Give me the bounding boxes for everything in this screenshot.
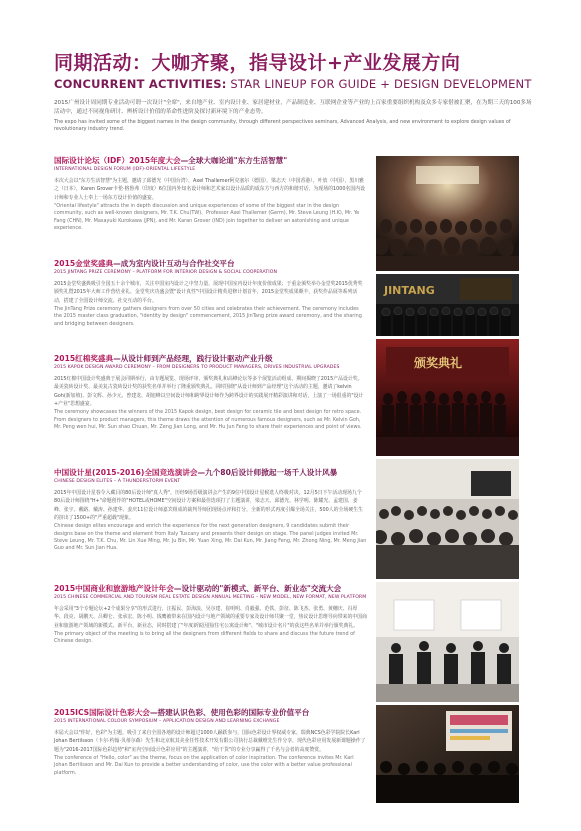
page-title-en-bold: CONCURRENT ACTIVITIES: — [54, 77, 227, 91]
section-title-highlight: 中国设计星(2015-2016)全国竞选演讲会 — [54, 468, 198, 477]
award-stage-photo-icon — [376, 339, 519, 456]
section-title-highlight: 2015ICS国际设计色彩大会 — [54, 708, 150, 717]
section-body-cn: 2015年中国设计星春令入藏目的80后设计师"真人秀"，历经9场晋级演讲会产生的9位中国设计星候选人终极对决，12月5日下午活动现场九个80后设计师围绕"H+"命题创作的"HOTEL或HOME"空间设计方案和最佳选项打了主题演讲，梁志天、邱德光、林学明、陈耀光、孟建国、姜峰、张宇、戴路、戴涛、孙建华、姜庆11位设计师嘉宾组成的裁判导师团现场点评和打分，全新的形式再度引爆全场关注，500人的全场硬生生的挤出了1500+的"严重超载"现象。 — [54, 490, 363, 521]
section-body-en: The conference of "Hello, color" as the theme, focus on the application of color inspiration. The conference invites Mr. Karl Johan Bertilsson and Mr. Dai Kun to provide a better understanding of color, use the color with a better value professional platform. — [54, 754, 354, 776]
crowd-photo-icon — [376, 459, 519, 579]
real-estate-meeting-photo — [376, 582, 519, 702]
section-title — [54, 584, 367, 594]
section-subtitle: 2015 INTERNATIONAL COLOUR SYMPOSIUM – APPLICATION DESIGN AND LEARNING EXCHANGE — [54, 719, 280, 724]
section-title-rest: —搭建认识色彩、使用色彩的国际专业价值平台 — [149, 708, 310, 717]
section-idf-forum — [54, 156, 367, 233]
section-body-en: The JinTang Prize ceremony gathers designers from over 50 cities and celebrates their achievement. The ceremony includes the 2015 master class graduation, "identity by design" commencement, 2015 JinTang prize award ceremony, and the sharing and bridging between designers. — [54, 305, 362, 327]
section-title — [54, 468, 367, 478]
jintang-ceremony-photo — [376, 274, 519, 336]
section-title-rest: —设计驱动的"新模式、新平台、新业态"交流大会 — [173, 584, 342, 593]
intro-text-en: The expo has invited some of the biggest names in the design community, through different perspectives seminars, Advanced Analysis, and new environment to explore design values of revolutionary industry trend. — [54, 119, 511, 132]
section-colour-symposium — [54, 708, 367, 777]
section-subtitle: INTERNATIONAL DESIGN FORUM (IDF)-ORIENTAL LIFESTYLE — [54, 167, 196, 172]
section-title-rest: —从设计师到产品经理，践行设计驱动产业升级 — [113, 354, 273, 363]
section-title — [54, 354, 367, 364]
section-jintang-ceremony — [54, 259, 367, 328]
section-subtitle: 2015 KAPOK DESIGN AWARD CEREMONY – FROM DESIGNERS TO PRODUCT MANAGERS, DRIVES INDUSTRIAL UPGRADES — [54, 365, 340, 370]
section-title — [54, 259, 367, 269]
section-body-cn: 年会采用"3个专题论坛+2个成果分享"的形式进行，汪振民、彭海浪、吴尔建、崔明明、肖毅强、范铁、彭征、陈飞杰、张勇、黄穗庆、冯厚华、段亮、胡鹏天、吕卿仑、张承宏、陈小明、钱鹰被带来在国内设计与地产领域的重要专家及设计师共聚一堂，热议设计思维导向带来的中国商业和旅游地产领域的新模式、新平台、新业态，同时搭建了"年度新锐因围/住宅公寓设计师"、"城市设计名片"的获这些名单并举行颁奖典礼。 — [54, 606, 368, 629]
design-elites-photo — [376, 459, 519, 579]
intro-text-cn: 2015广州设计周同期专业活动可谓一次设计"全席"，来自地产业、室内设计业、家居建材业，产品制造业、互联网企业等产业的上百家重要组织机构及众多专家借被汇聚，在为期三天的100多场活动中，通过不同视角研讨、辨析设计价值的革命性进阶及探讨新环境下的产业态势。 — [54, 100, 532, 115]
section-title-rest: —全球大咖论道"东方生活智慧" — [180, 156, 288, 165]
section-body-cn: 本次大会以"东方生活智慧"为主题，邀请了邱德光（中国台湾），Axel Thallemer阿克塞尔（德国），梁志天（中国香港），叶放（中国），黑川雅之（日本），Karen Grover卡伦·格鲁弗（印度）6位国内外知名设计师和艺术家以设计品质的成东方与西方的和谐对话，为现场的1000名国内设计师和专业人士奉上一场东方设计价值的盛宴。 — [54, 178, 366, 201]
section-subtitle: 2015 CHINESE COMMERCIAL AND TOURISM REAL ESTATE DESIGN ANNUAL MEETING – NEW MODEL, NEW FORMAT, NEW PLATFORM — [54, 595, 367, 600]
stage-photo-icon — [376, 274, 519, 336]
section-body-en: Chinese design elites encourage and enrich the experience for the next generation designers, 9 candidates submit their designs base on the theme and element from Italy Tuscany and presents their design on stage. The panel judges invited Mr. Steve Leung, Mr. T.K. Chu, Mr. Lin Xue Ming, Mr. Ju Bin, Mr. Yuan Xing, Mr. Dai Kun, Mr. Jiang Feng, Mr. Zhong Ning, Mr. Meng Jian Guo and Mr. Sun Jian Hua. — [54, 523, 367, 552]
section-subtitle: 2015 JINTANG PRIZE CEREMONY – PLATFORM FOR INTERIOR DESIGN & SOCIAL COOPERATION — [54, 270, 278, 275]
section-title-rest: —成为室内设计互动与合作社交平台 — [113, 259, 235, 268]
section-design-elites — [54, 468, 367, 553]
section-body-en: The primary object of the meeting is to bring all the designers from different fields to share and discuss the future trend of Chinese design. — [54, 630, 355, 645]
svg-text:颁奖典礼: 颁奖典礼 — [414, 356, 463, 370]
section-title — [54, 708, 367, 718]
kapok-award-photo — [376, 339, 519, 456]
section-real-estate-meeting — [54, 584, 367, 646]
section-body-cn: 2015红棉中国设计奖盛典于展会同期举行，由专题展览、现场评审、颁奖典礼和高峰论坛等多个展览活动组成，期间揭晓了2015产品设计奖。最美瓷砖设计奖、最美复古瓷砖设计奖的获奖名单并举行了隆重颁奖典礼。同时围绕"从设计师到产品经理"这个活动的主题，邀请了kelvin Goh(新加坡)、彭文辉、孙少元、曾建龙、胡旭峰以空间设计师和跨界设计师作为跨界设计的实践展开精彩演讲和对话，上演了一场很重的"设计+产业"思想盛宴。 — [54, 376, 364, 407]
panel-photo-icon — [376, 582, 519, 702]
forum-audience-photo — [376, 156, 519, 271]
section-title-highlight: 2015中国商业和旅游地产设计年会 — [54, 584, 174, 593]
page-title: 同期活动：大咖齐聚，指导设计+产业发展方向 — [54, 52, 461, 74]
lecture-photo-icon — [376, 705, 519, 803]
svg-text:JINTANG: JINTANG — [384, 284, 435, 297]
colour-symposium-photo — [376, 705, 519, 803]
page-header — [54, 52, 534, 133]
section-title-highlight: 2015金堂奖盛典 — [54, 259, 114, 268]
page-title-en — [54, 77, 534, 91]
section-title-highlight: 国际设计论坛（IDF）2015年度大会 — [54, 156, 181, 165]
section-kapok-award — [54, 354, 367, 431]
section-title-highlight: 2015红棉奖盛典 — [54, 354, 114, 363]
section-subtitle: CHINESE DESIGN ELITES – A THUNDERSTORM EVENT — [54, 479, 181, 484]
section-body-cn: 本届大会以"你好，色彩"为主题，吸引了来自全国各地的设计师超过1000人踊跃参与，国际色彩设计界权威专家、瑞典NCS色彩学院院长Karl Johan Bertilsson（卡尔·约翰·贝蒂尔森）先生和北京航其美业任性技术开发有限公司执行总裁戴维先生作分享，现代色彩应用发展新课题操作了题为"2016-2017国际色彩趋势"和"室内空间设计色彩应用"的主题演讲，"给干货"的专业分享赢得了千名与会者的高度赞赏。 — [54, 730, 366, 753]
section-body-en: "Oriental lifestyle" attracts the in depth discussion and unique experiences of some of the biggest star in the design community, such as well-known designers, Mr. T.K. Chu(TW)、Professor Axel Thallemer (Germ), Mr. Steve Leung (H.K), Mr. Ye Fang (CHN), Mr. Masayuki Kurokawa (JPN), and Mr. Karan Grover (IND) join together to deliver an astonishing and unique experience. — [54, 202, 360, 232]
auditorium-photo-icon — [376, 156, 519, 271]
section-body-cn: 2015金堂奖盛典吸引全国五十余个城市，关注中国室内设计之中坚力量，展现中国室内设计年度价值成果；于重金颁奖举办金堂奖2015优秀奖颁奖礼暨2015年大师工作营结业礼、金堂奖庆功盛会暨"设计真性"中国设计精英进修计划首年，2015金堂奖成果颇丰，获奖作品展等系列活动，搭建了全国设计师交流、社交互动的平台。 — [54, 281, 363, 304]
page-title-en-rest: STAR LINEUP FOR GUIDE + DESIGN DEVELOPMENT — [226, 77, 532, 91]
section-body-en: The ceremony showcases the winners of the 2015 Kapok design, best design for ceramic tile and best design for retro space. From designers to product managers, this theme draws the attention of numerous famous designers, such as Mr. Kelvin Goh, Mr. Peng wen hui, Mr. Sun shao Chuan, Mr. Zeng Jian Long, and Mr. Hu Jun Feng to share their experiences and point of views. — [54, 409, 362, 430]
section-title-rest: —九个80后设计师掀起一场千人设计风暴 — [197, 468, 338, 477]
section-title — [54, 156, 367, 166]
